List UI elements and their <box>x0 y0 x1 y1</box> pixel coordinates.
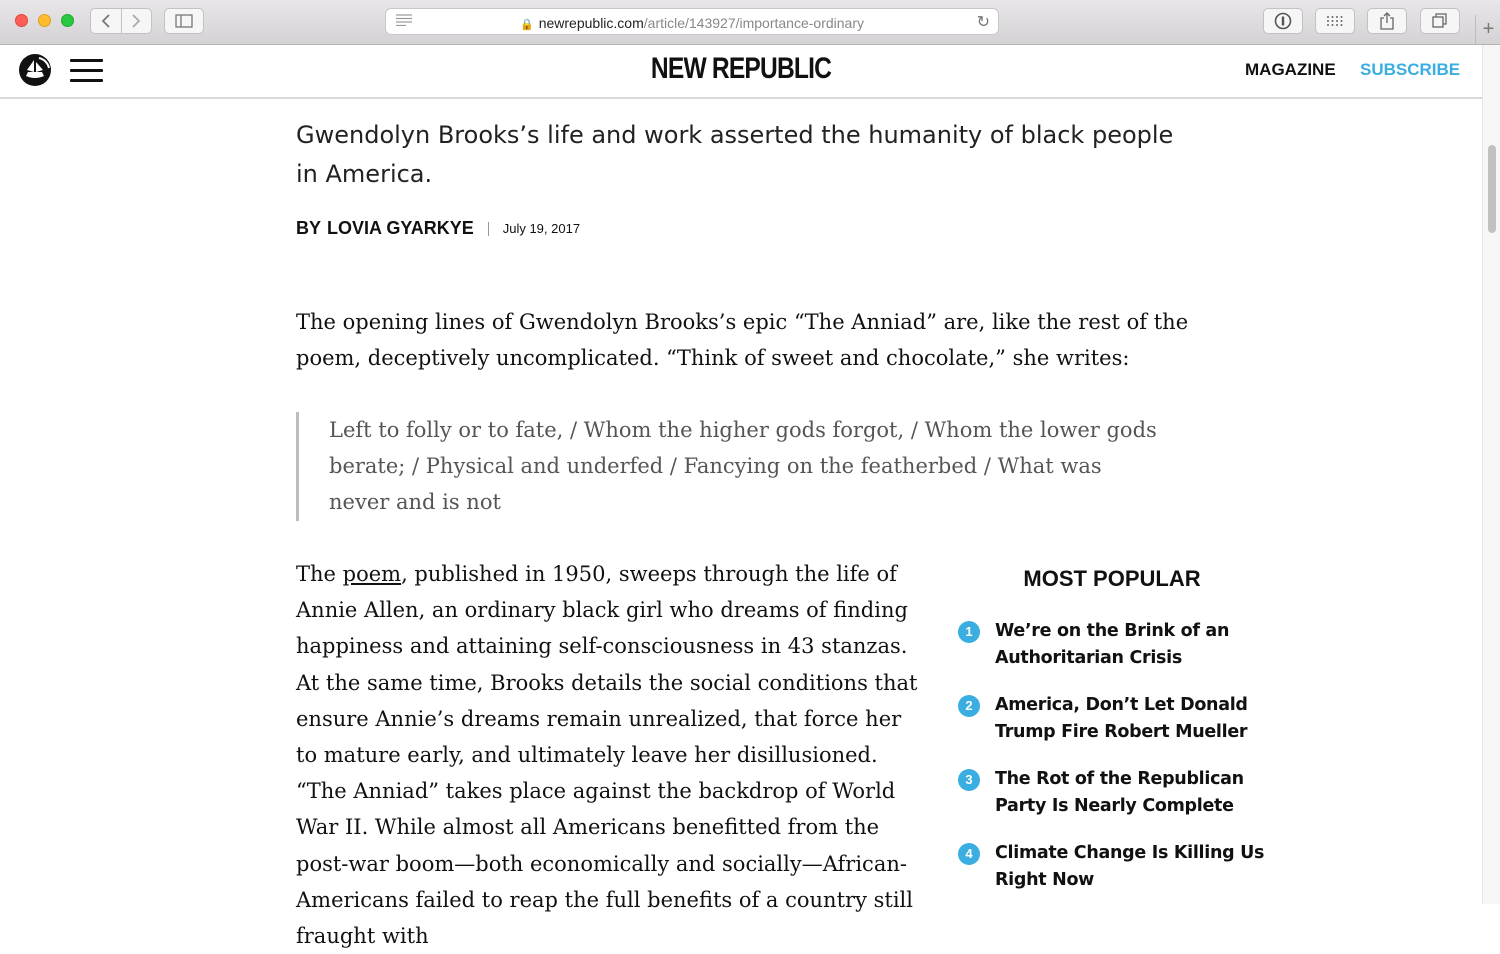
popular-item-title[interactable]: The Rot of the Republican Party Is Nearly Complete <box>995 769 1244 816</box>
lock-icon: 🔒 <box>520 19 534 31</box>
popular-item-title[interactable]: Climate Change Is Killing Us Right Now <box>995 843 1265 890</box>
hamburger-icon[interactable] <box>70 59 103 83</box>
byline-divider <box>488 222 489 236</box>
author-link[interactable]: LOVIA GYARKYE <box>327 218 474 238</box>
reload-icon[interactable]: ↻ <box>976 14 990 31</box>
popular-item[interactable] <box>956 618 1276 672</box>
magazine-link[interactable]: MAGAZINE <box>1245 60 1336 79</box>
tabs-icon <box>1432 13 1448 29</box>
byline-label: BY <box>296 218 322 238</box>
rank-badge: 1 <box>958 621 980 643</box>
article-paragraph-2 <box>296 556 921 954</box>
grid-button[interactable] <box>1315 8 1355 34</box>
back-button[interactable] <box>91 9 121 33</box>
para2-rest: , published in 1950, sweeps through the life of Annie Allen, an ordinary black girl who dreams of finding happiness and attaining self-consciousness in 43 stanzas. At the same time, Brooks details the social conditions that ensure Annie’s dreams remain unrealized, that force her to mature early, and ultimately leave her disillusioned. “The Anniad” takes place against the backdrop of World War II. While almost all Americans benefitted from the post-war boom—both economically and socially—African-Americans failed to reap the full benefits of a country still fraught with <box>296 562 918 949</box>
site-logo-wordmark[interactable]: NEW REPUBLIC <box>650 52 832 85</box>
password-button[interactable] <box>1263 8 1303 34</box>
most-popular-module <box>956 566 1276 914</box>
page-scrollbar[interactable] <box>1482 45 1500 904</box>
chevron-right-icon <box>131 14 141 28</box>
byline <box>296 218 580 239</box>
sidebar-button[interactable] <box>164 8 204 34</box>
popular-item[interactable] <box>956 766 1276 820</box>
sidebar-icon <box>175 14 193 28</box>
site-header <box>0 45 1482 99</box>
url-text <box>386 15 998 31</box>
poem-link[interactable]: poem <box>342 562 402 586</box>
password-icon <box>1274 12 1292 30</box>
scrollbar-thumb[interactable] <box>1488 145 1496 233</box>
nav-button-group <box>90 8 152 34</box>
window-minimize-button[interactable] <box>38 14 51 27</box>
new-tab-button[interactable]: + <box>1475 15 1500 44</box>
ship-logo-icon[interactable] <box>17 52 53 88</box>
grid-icon <box>1326 15 1344 27</box>
tabs-button[interactable] <box>1420 8 1460 34</box>
article-paragraph-1: The opening lines of Gwendolyn Brooks’s epic “The Anniad” are, like the rest of the poem, deceptively uncomplicated. “Think of sweet and chocolate,” she writes: <box>296 310 1189 371</box>
article-blockquote: Left to folly or to fate, / Whom the higher gods forgot, / Whom the lower gods berate; / Physical and underfed / Fancying on the featherbed / What was never and is not <box>296 412 1166 521</box>
url-path: /article/143927/importance-ordinary <box>643 15 864 31</box>
browser-toolbar <box>0 0 1500 45</box>
para2-start: The <box>296 562 343 586</box>
popular-item[interactable] <box>956 692 1276 746</box>
most-popular-title: MOST POPULAR <box>1023 566 1201 591</box>
address-bar[interactable] <box>385 8 999 35</box>
share-icon <box>1380 12 1394 30</box>
chevron-left-icon <box>101 14 111 28</box>
subscribe-link[interactable]: SUBSCRIBE <box>1360 60 1461 79</box>
popular-item[interactable] <box>956 840 1276 894</box>
forward-button[interactable] <box>121 9 152 33</box>
popular-item-title[interactable]: We’re on the Brink of an Authoritarian Crisis <box>995 621 1230 668</box>
popular-item-title[interactable]: America, Don’t Let Donald Trump Fire Robert Mueller <box>995 695 1248 742</box>
rank-badge: 3 <box>958 769 980 791</box>
window-close-button[interactable] <box>15 14 28 27</box>
window-maximize-button[interactable] <box>61 14 74 27</box>
share-button[interactable] <box>1367 8 1407 34</box>
rank-badge: 4 <box>958 843 980 865</box>
article-dek: Gwendolyn Brooks’s life and work asserted the humanity of black people in America. <box>296 121 1174 188</box>
rank-badge: 2 <box>958 695 980 717</box>
publish-date: July 19, 2017 <box>502 221 581 236</box>
url-domain: newrepublic.com <box>538 15 644 31</box>
